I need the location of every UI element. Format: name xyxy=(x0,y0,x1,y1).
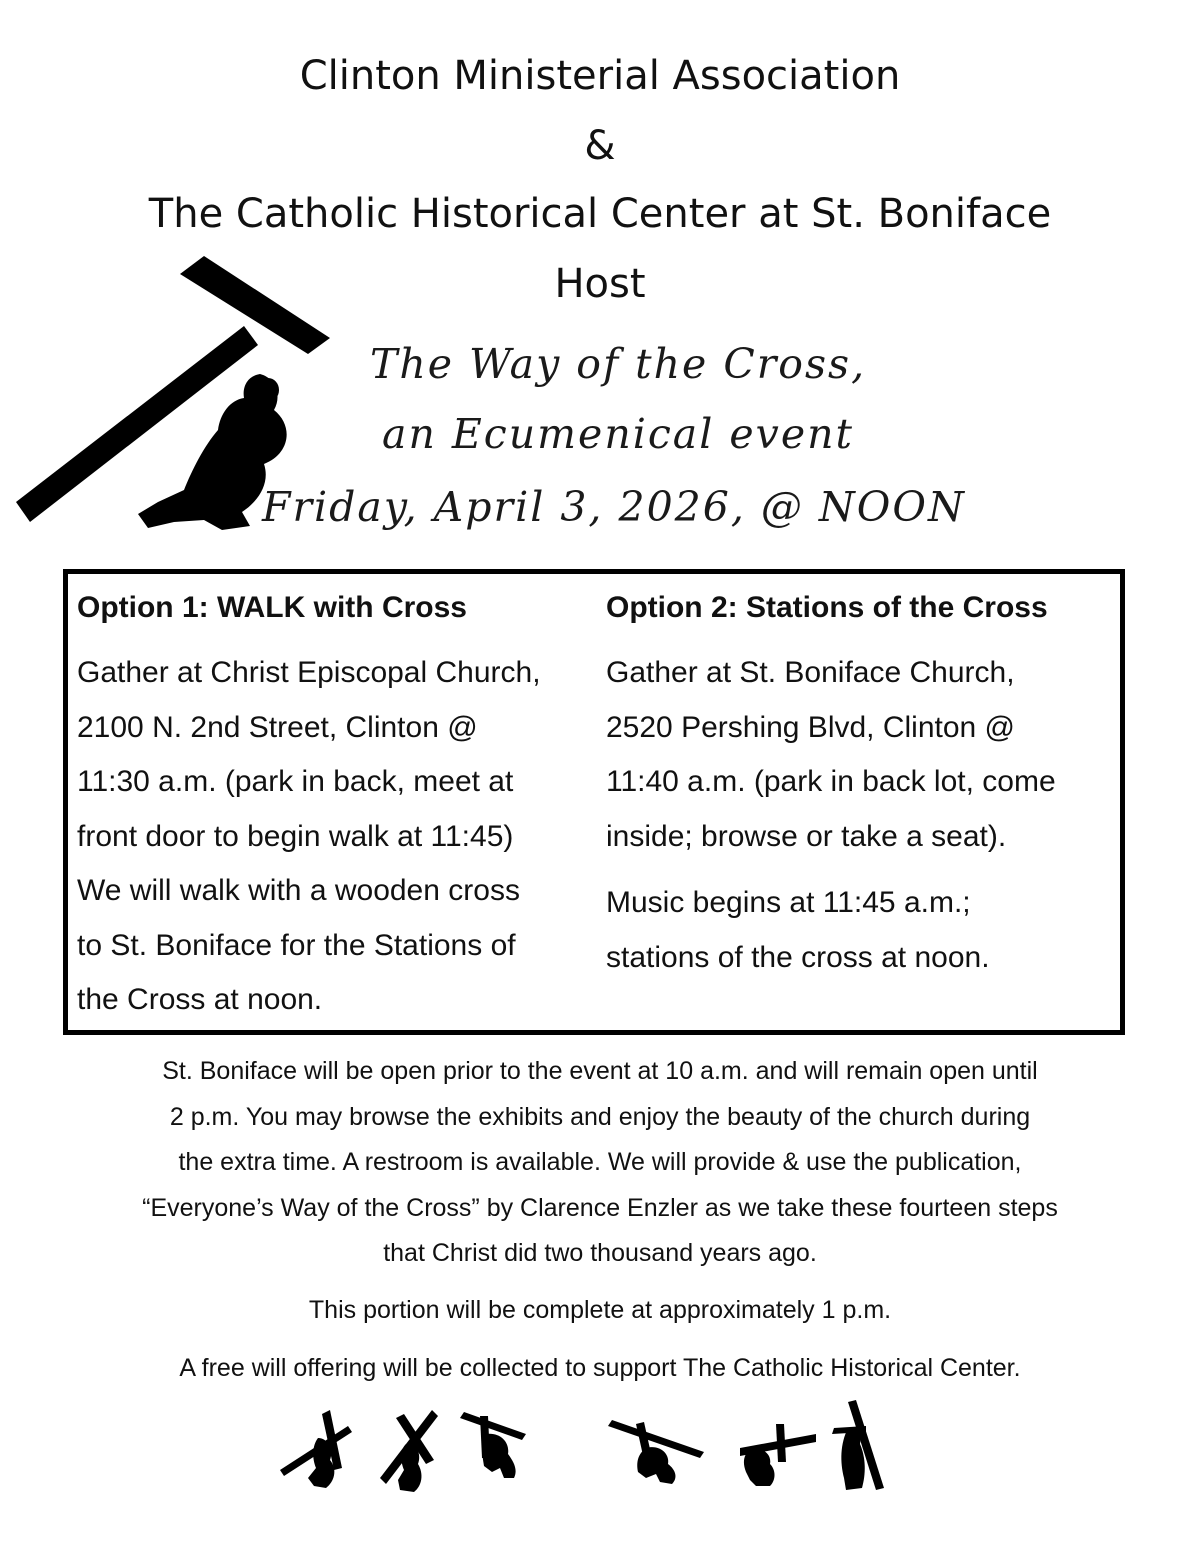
option-2-line: 11:40 a.m. (park in back lot, come xyxy=(606,765,1056,798)
fallen-cross-bearer-silhouette-icon xyxy=(456,1398,528,1498)
option-1-line: the Cross at noon. xyxy=(77,983,323,1016)
organizer-name: Clinton Ministerial Association xyxy=(299,53,901,99)
details-line: that Christ did two thousand years ago. xyxy=(383,1239,817,1267)
details-line: 2 p.m. You may browse the exhibits and enjoy the beauty of the church during xyxy=(169,1102,1031,1131)
option-1-line: We will walk with a wooden cross xyxy=(77,874,520,907)
kneeling-cross-bearer-silhouette-icon xyxy=(720,1398,820,1498)
option-1-line: front door to begin walk at 11:45) xyxy=(77,819,514,853)
details-line: “Everyone’s Way of the Cross” by Clarence Enzler as we take these fourteen steps xyxy=(142,1193,1058,1222)
option-2-heading: Option 2: Stations of the Cross xyxy=(606,591,1048,624)
option-1-line: 11:30 a.m. (park in back, meet at xyxy=(77,765,514,798)
details-line: the extra time. A restroom is available. We will provide & use the publication, xyxy=(178,1148,1022,1176)
cross-bearer-silhouette-icon xyxy=(376,1398,442,1498)
option-2-line: stations of the cross at noon. xyxy=(606,940,990,974)
option-1-line: to St. Boniface for the Stations of xyxy=(77,928,516,962)
options-box xyxy=(63,569,1125,1035)
event-date: Friday, April 3, 2026, @ NOON xyxy=(262,483,966,531)
fallen-cross-bearer-silhouette-icon xyxy=(606,1398,706,1498)
cross-bearer-silhouette-icon xyxy=(278,1398,358,1498)
details-paragraph xyxy=(0,1049,1200,1277)
option-1-heading: Option 1: WALK with Cross xyxy=(77,591,467,624)
co-host-name: The Catholic Historical Center at St. Boniface xyxy=(148,191,1052,237)
standing-cross-bearer-silhouette-icon xyxy=(826,1398,886,1498)
offering-note: A free will offering will be collected to support The Catholic Historical Center. xyxy=(179,1354,1021,1382)
option-1-line: 2100 N. 2nd Street, Clinton @ xyxy=(77,710,478,744)
event-title: The Way of the Cross, xyxy=(370,340,867,388)
option-2-line: Music begins at 11:45 a.m.; xyxy=(606,886,971,919)
details-line: St. Boniface will be open prior to the event at 10 a.m. and will remain open until xyxy=(162,1057,1038,1085)
ampersand: & xyxy=(584,123,616,169)
host-label: Host xyxy=(554,261,646,307)
completion-note: This portion will be complete at approximately 1 p.m. xyxy=(308,1296,892,1324)
option-2-line: inside; browse or take a seat). xyxy=(606,819,1007,853)
option-2-line: Gather at St. Boniface Church, xyxy=(606,656,1015,689)
option-1-line: Gather at Christ Episcopal Church, xyxy=(77,656,541,689)
event-subtitle: an Ecumenical event xyxy=(382,410,854,458)
option-2-line: 2520 Pershing Blvd, Clinton @ xyxy=(606,710,1016,744)
